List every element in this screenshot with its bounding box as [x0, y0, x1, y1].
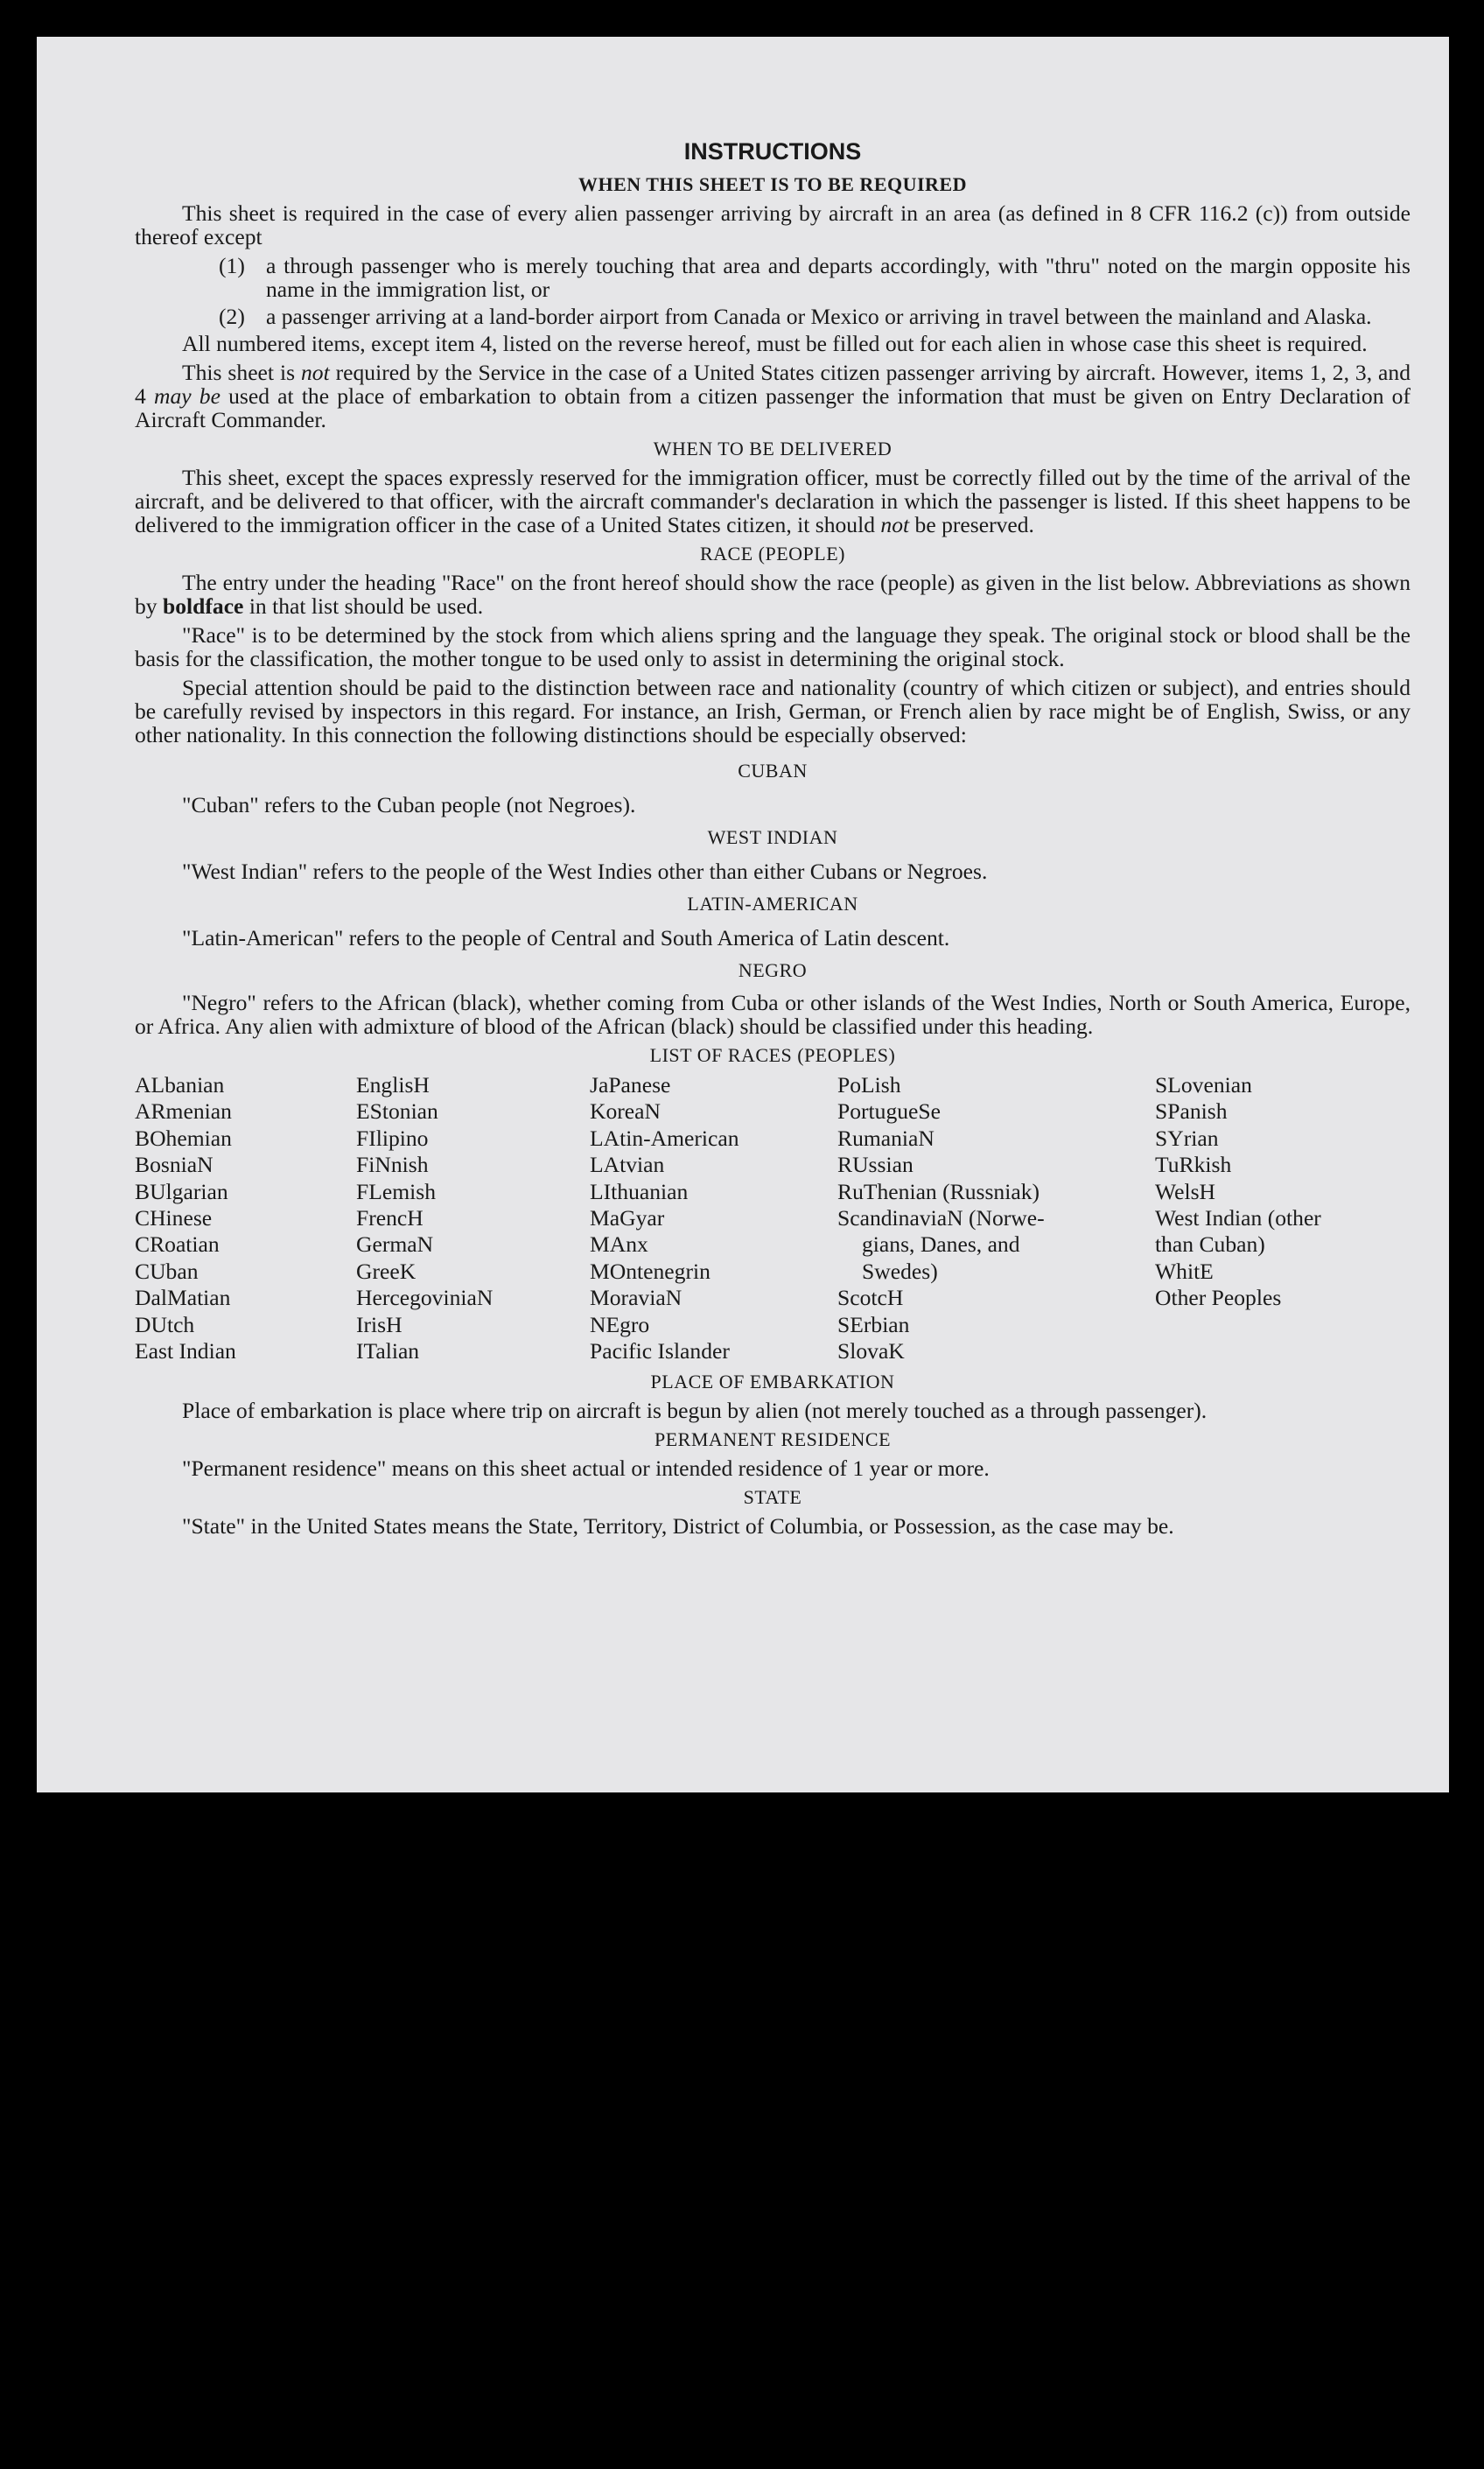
- race-entry: West Indian (other: [1155, 1205, 1321, 1231]
- race-entry: RumaniaN: [837, 1125, 934, 1151]
- race-entry: CUban: [135, 1258, 199, 1284]
- race-entry: ScandinaviaN (Norwe-: [837, 1205, 1045, 1231]
- race-entry: WelsH: [1155, 1178, 1216, 1204]
- race-entry: MOntenegrin: [590, 1258, 710, 1284]
- race-entry: RUssian: [837, 1152, 914, 1178]
- race-entry: IrisH: [356, 1311, 402, 1337]
- race-entry: CRoatian: [135, 1231, 220, 1258]
- paragraph-state: "State" in the United States means the State, Territory, District of Columbia, or Possession, as the case may be.: [182, 1513, 1174, 1540]
- heading-latin-american: LATIN-AMERICAN: [687, 893, 858, 915]
- race-entry: SErbian: [837, 1311, 910, 1337]
- race-entry: LAtvian: [590, 1152, 665, 1178]
- race-entry: ITalian: [356, 1338, 420, 1364]
- heading-embarkation: PLACE OF EMBARKATION: [650, 1371, 895, 1393]
- race-entry: JaPanese: [590, 1072, 671, 1098]
- race-entry: FrencH: [356, 1205, 424, 1231]
- paragraph-citizen-passenger: This sheet is not required by the Service in the case of a United States citizen passenger arriving by aircraft. However, items 1, 2, 3, and 4 may be used at the place of embarkation to obtain from a citizen passenger the information that must be given on Entry Declaration of Aircraft Commander.: [135, 360, 1410, 432]
- race-entry: CHinese: [135, 1205, 213, 1231]
- paragraph-permanent-residence: "Permanent residence" means on this sheet actual or intended residence of 1 year or more.: [182, 1455, 990, 1482]
- race-entry: GreeK: [356, 1258, 416, 1284]
- race-entry: LAtin-American: [590, 1125, 739, 1151]
- race-entry: gians, Danes, and: [862, 1231, 1020, 1258]
- race-entry: NEgro: [590, 1311, 650, 1337]
- race-entry: MoraviaN: [590, 1285, 682, 1311]
- race-entry: EStonian: [356, 1098, 438, 1125]
- item-number: (1): [219, 253, 245, 278]
- item-text: a through passenger who is merely touching that area and departs accordingly, with "thru" noted on the margin opposite his name in the immigration list, or: [266, 253, 1410, 302]
- race-entry: FLemish: [356, 1178, 437, 1204]
- race-entry: MaGyar: [590, 1205, 665, 1231]
- paragraph-race-entry: The entry under the heading "Race" on the front hereof should show the race (people) as given in the list below. Abbreviations as shown by boldface in that list should be used.: [135, 570, 1410, 619]
- paragraph-latin-american: "Latin-American" refers to the people of Central and South America of Latin descent.: [182, 925, 950, 950]
- list-item: [135, 254, 1410, 301]
- paragraph-cuban: "Cuban" refers to the Cuban people (not Negroes).: [182, 792, 636, 817]
- heading-negro: NEGRO: [738, 959, 808, 981]
- race-entry: Other Peoples: [1155, 1285, 1282, 1311]
- paragraph-west-indian: "West Indian" refers to the people of the West Indies other than either Cubans or Negroes.: [182, 859, 988, 884]
- races-column: [356, 1072, 590, 1364]
- paragraph-when-delivered: This sheet, except the spaces expressly reserved for the immigration officer, must be correctly filled out by the time of the arrival of the aircraft, and be delivered to that officer, with the aircraft commander's declaration in which the passenger is listed. If this sheet happens to be delivered to the immigration officer in the case of a United States citizen, it should not be preserved.: [135, 465, 1410, 537]
- race-entry: BOhemian: [135, 1125, 232, 1151]
- instructions-content: [135, 100, 1410, 1543]
- race-entry: PoLish: [837, 1072, 901, 1098]
- race-entry: BUlgarian: [135, 1178, 228, 1204]
- race-entry: FiNnish: [356, 1152, 429, 1178]
- race-entry: LIthuanian: [590, 1178, 689, 1204]
- races-column: [1155, 1072, 1410, 1364]
- race-entry: East Indian: [135, 1338, 236, 1364]
- race-entry: ScotcH: [837, 1285, 904, 1311]
- race-entry: BosniaN: [135, 1152, 214, 1178]
- page-title: INSTRUCTIONS: [683, 138, 862, 165]
- race-entry: SlovaK: [837, 1338, 905, 1364]
- race-entry: MAnx: [590, 1231, 648, 1258]
- heading-when-delivered: WHEN TO BE DELIVERED: [653, 438, 892, 459]
- race-entry: KoreaN: [590, 1098, 662, 1125]
- race-entry: ALbanian: [135, 1072, 225, 1098]
- item-text: a passenger arriving at a land-border airport from Canada or Mexico or arriving in travel between the mainland and Alaska.: [266, 304, 1372, 329]
- paragraph-when-required-intro: This sheet is required in the case of every alien passenger arriving by aircraft in an area (as defined in 8 CFR 116.2 (c)) from outside thereof except: [135, 200, 1410, 249]
- race-entry: Swedes): [862, 1258, 938, 1284]
- race-entry: ARmenian: [135, 1098, 232, 1125]
- race-entry: Pacific Islander: [590, 1338, 730, 1364]
- race-entry: EnglisH: [356, 1072, 430, 1098]
- race-entry: PortugueSe: [837, 1098, 942, 1125]
- heading-list-of-races: LIST OF RACES (PEOPLES): [649, 1044, 896, 1066]
- heading-state: STATE: [743, 1486, 802, 1509]
- item-number: (2): [219, 304, 245, 329]
- heading-race: RACE (PEOPLE): [700, 543, 845, 565]
- races-column: [590, 1072, 837, 1364]
- race-entry: SPanish: [1155, 1098, 1228, 1125]
- race-entry: DalMatian: [135, 1285, 231, 1311]
- races-table: [135, 1072, 1410, 1364]
- race-entry: SYrian: [1155, 1125, 1219, 1151]
- race-entry: WhitE: [1155, 1258, 1214, 1284]
- heading-west-indian: WEST INDIAN: [707, 826, 838, 848]
- heading-when-required: WHEN THIS SHEET IS TO BE REQUIRED: [578, 173, 968, 195]
- race-entry: DUtch: [135, 1311, 195, 1337]
- document-sheet: [37, 37, 1449, 1792]
- race-entry: than Cuban): [1155, 1231, 1265, 1258]
- paragraph-race-definition: "Race" is to be determined by the stock from which aliens spring and the language they speak. The original stock or blood shall be the basis for the classification, the mother tongue to be used only to assist in determining the original stock.: [135, 622, 1410, 671]
- race-entry: GermaN: [356, 1231, 434, 1258]
- paragraph-negro: "Negro" refers to the African (black), whether coming from Cuba or other islands of the West Indies, North or South America, Europe, or Africa. Any alien with admixture of blood of the African (black) should be classified under this heading.: [135, 990, 1410, 1039]
- race-entry: SLovenian: [1155, 1072, 1252, 1098]
- list-item: [135, 305, 1410, 328]
- paragraph-race-nationality: Special attention should be paid to the distinction between race and nationality (country of which citizen or subject), and entries should be carefully revised by inspectors in this regard. For instance, an Irish, German, or French alien by race might be of English, Swiss, or any other nationality. In this connection the following distinctions should be especially observed:: [135, 675, 1410, 747]
- heading-permanent-residence: PERMANENT RESIDENCE: [654, 1428, 892, 1451]
- race-entry: HercegoviniaN: [356, 1285, 494, 1311]
- paragraph-numbered-items: All numbered items, except item 4, listed on the reverse hereof, must be filled out for each alien in whose case this sheet is required.: [182, 331, 1368, 356]
- races-column: [135, 1072, 356, 1364]
- race-entry: FIlipino: [356, 1125, 429, 1151]
- race-entry: TuRkish: [1155, 1152, 1232, 1178]
- paragraph-embarkation: Place of embarkation is place where trip on aircraft is begun by alien (not merely touched as a through passenger).: [182, 1398, 1208, 1424]
- race-entry: RuThenian (Russniak): [837, 1178, 1040, 1204]
- heading-cuban: CUBAN: [738, 760, 808, 782]
- races-column: [837, 1072, 1155, 1364]
